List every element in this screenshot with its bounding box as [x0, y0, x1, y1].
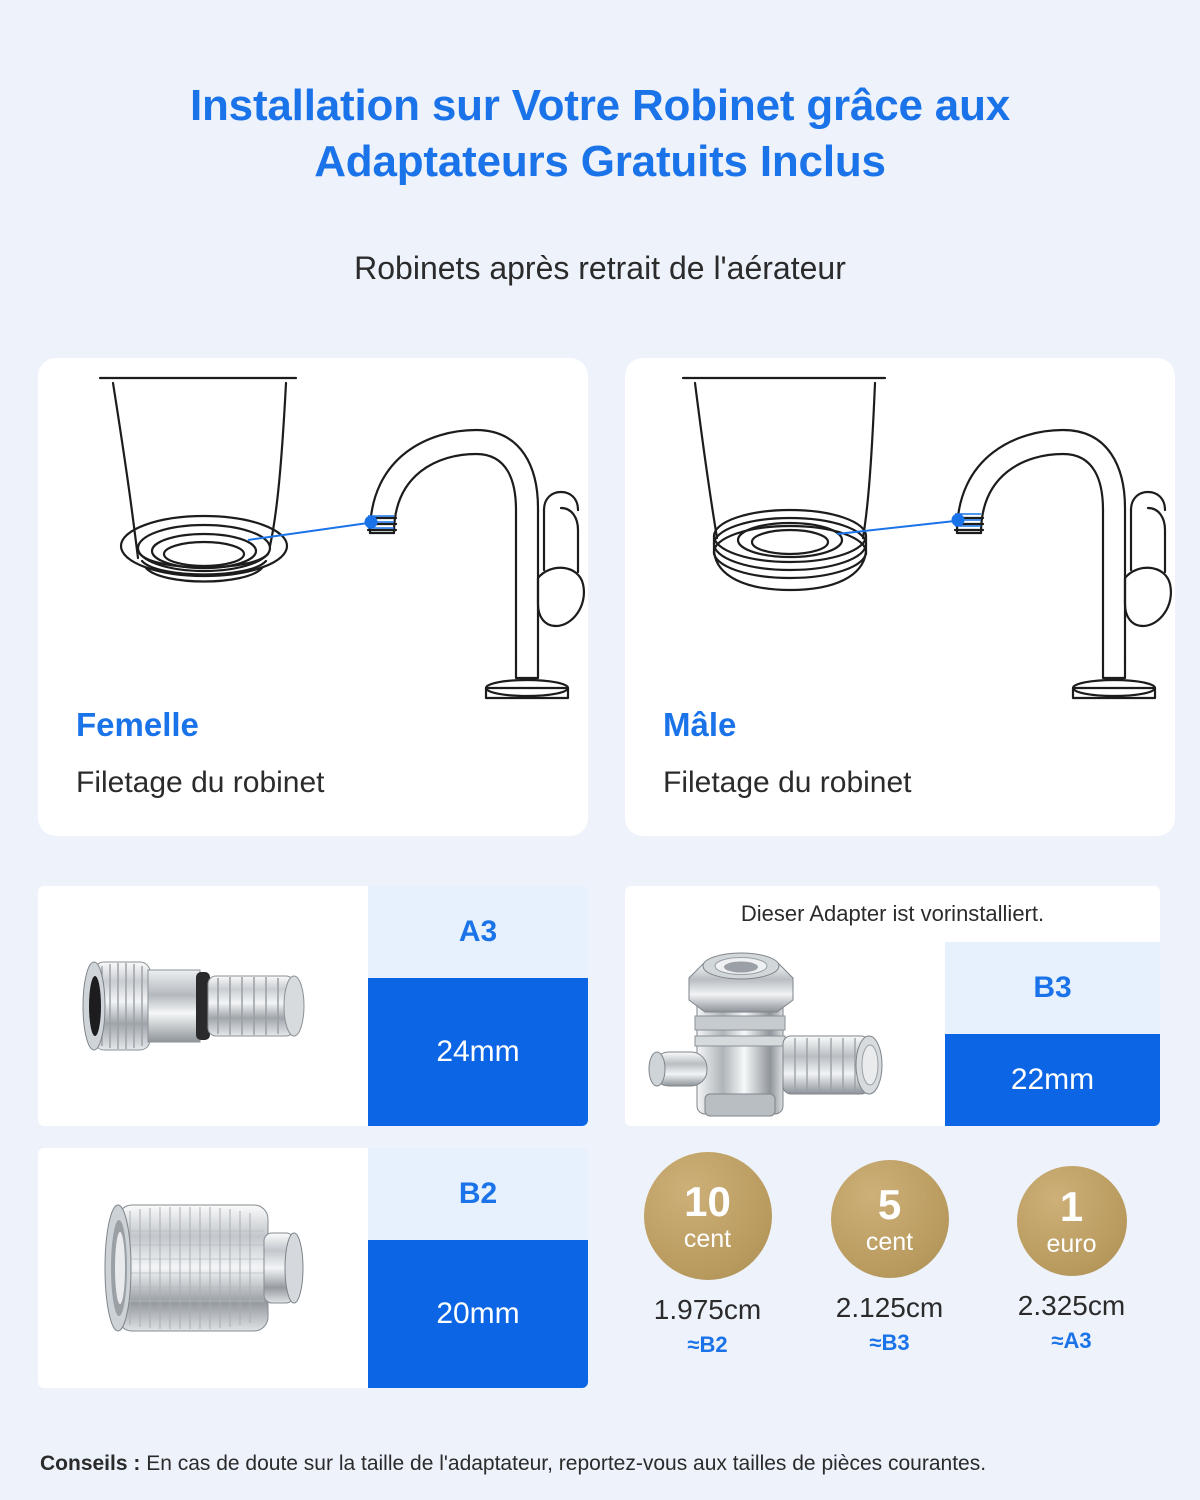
- adapter-b2-drawing: [78, 1183, 328, 1353]
- coin-item-1euro: [989, 1152, 1154, 1354]
- faucet-type-label-male: Mâle: [663, 706, 737, 743]
- adapter-label-b2: [368, 1148, 588, 1388]
- adapter-label-b3: [945, 942, 1160, 1126]
- coin-reference-group: [625, 1152, 1160, 1452]
- adapter-label-a3: [368, 886, 588, 1126]
- adapter-photo-b2: [38, 1148, 368, 1388]
- coin-item-10cent: [625, 1152, 790, 1358]
- faucet-type-label-female: Femelle: [76, 706, 199, 743]
- coin-unit-5cent: cent: [865, 1227, 914, 1256]
- coin-value-10cent: 10: [684, 1177, 731, 1225]
- adapter-code-a3: A3: [368, 886, 588, 978]
- adapter-photo-a3: [38, 886, 368, 1126]
- footer-tip-label: Conseils :: [40, 1452, 141, 1475]
- coin-diameter-5cent: 2.125cm: [835, 1292, 944, 1323]
- faucet-caption-male: Filetage du robinet: [663, 766, 912, 799]
- footer-tip-text: En cas de doute sur la taille de l'adaptateur, reportez-vous aux tailles de pièces courantes.: [140, 1452, 987, 1475]
- adapter-size-b2: 20mm: [368, 1240, 588, 1388]
- adapter-note-b3: Dieser Adapter ist vorinstalliert.: [740, 901, 1045, 926]
- coin-diameter-1euro: 2.325cm: [1017, 1290, 1126, 1321]
- coin-10cent: [644, 1152, 772, 1280]
- coin-diameter-10cent: 1.975cm: [653, 1294, 762, 1325]
- coin-5cent: [831, 1160, 949, 1278]
- adapter-photo-b3: [625, 942, 945, 1126]
- coin-unit-1euro: euro: [1046, 1229, 1097, 1258]
- adapter-card-b2: [38, 1148, 588, 1388]
- coin-item-5cent: [807, 1152, 972, 1356]
- faucet-caption-female: Filetage du robinet: [76, 766, 325, 799]
- coin-equivalent-10cent: ≈B2: [687, 1332, 728, 1357]
- faucet-card-male: [625, 358, 1175, 836]
- coin-equivalent-5cent: ≈B3: [869, 1330, 910, 1355]
- adapter-code-b2: B2: [368, 1148, 588, 1240]
- faucet-female-illustration: [38, 358, 588, 758]
- adapter-code-b3: B3: [945, 942, 1160, 1034]
- coin-value-1euro: 1: [1059, 1182, 1084, 1230]
- adapter-a3-drawing: [78, 926, 328, 1086]
- page-subtitle: Robinets après retrait de l'aérateur: [354, 250, 846, 286]
- coin-1euro: [1017, 1166, 1127, 1276]
- footer-tip: [40, 1452, 1160, 1476]
- adapter-size-b3: 22mm: [945, 1034, 1160, 1126]
- coin-equivalent-1euro: ≈A3: [1051, 1328, 1092, 1353]
- adapter-card-a3: [38, 886, 588, 1126]
- adapter-size-a3: 24mm: [368, 978, 588, 1126]
- faucet-male-illustration: [625, 358, 1175, 758]
- coin-value-5cent: 5: [877, 1180, 902, 1228]
- adapter-b3-diverter-drawing: [645, 944, 925, 1124]
- coin-unit-10cent: cent: [683, 1224, 732, 1253]
- faucet-card-female: [38, 358, 588, 836]
- page-title: Installation sur Votre Robinet grâce aux Adaptateurs Gratuits Inclus: [189, 81, 1011, 187]
- adapter-card-b3: [625, 886, 1160, 1126]
